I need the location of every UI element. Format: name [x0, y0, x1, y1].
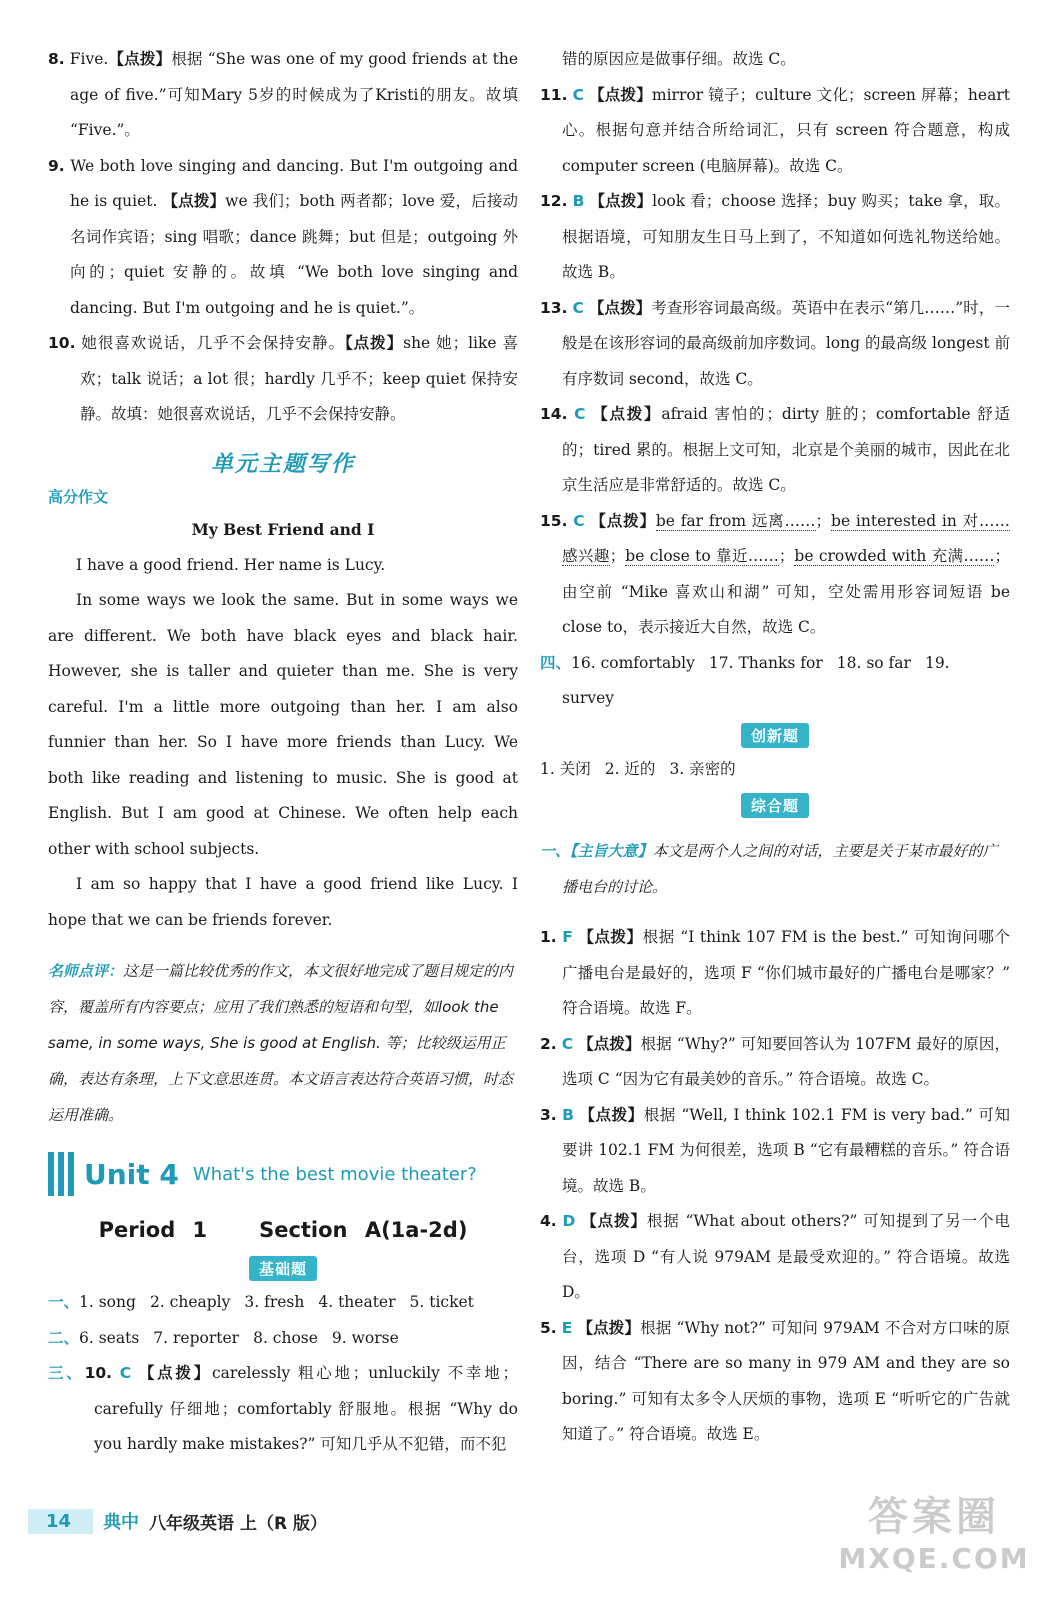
unit-header [48, 1148, 518, 1200]
book-title: 八年级英语 上（R 版） [149, 1513, 327, 1534]
badge-innovation: 创新题 [741, 723, 809, 748]
period-title: Period 1 Section A(1a-2d) [98, 1218, 468, 1242]
comprehensive-q3: 3. B 【点拨】根据 “Well, I think 102.1 FM is very bad.” 可知要讲 102.1 FM 为何很差，选项 B “它有最糟糕的音乐。” 符合语境。故选 B。 [540, 1105, 1010, 1195]
question-12: 12. B 【点拨】look 看；choose 选择；buy 购买；take 拿，取。根据语境，可知朋友生日马上到了，不知道如何选礼物送给她。故选 B。 [540, 192, 1010, 281]
page-footer [28, 1505, 588, 1537]
question-15: 15. C 【点拨】be far from 远离……；be interested in 对……感兴趣；be close to 靠近……；be crowded with 充满……；由空前 “Mike 喜欢山和湖” 可知，空处需用形容词短语 be close to，表示接近大自然，故选 C。 [540, 511, 1010, 636]
question-10-part-3: 三、10. C 【点拨】carelessly 粗心地；unluckily 不幸地；carefully 仔细地；comfortably 舒服地。根据 “Why do you hardly make mistakes?” 可知几乎从不犯错，而不犯 [48, 1364, 518, 1453]
left-column [48, 42, 518, 1463]
unit-label: Unit 4 [84, 1157, 179, 1191]
badge-basic: 基础题 [249, 1256, 317, 1281]
comprehensive-q2: 2. C 【点拨】根据 “Why?” 可知要回答认为 107FM 最好的原因，选项 C “因为它有最美妙的音乐。” 符合语境。故选 C。 [540, 1034, 1010, 1088]
brand-logo: 典中 [103, 1512, 140, 1533]
question-13: 13. C 【点拨】考查形容词最高级。英语中在表示“第几……”时，一般是在该形容词的最高级前加序数词。long 的最高级 longest 前有序数词 second，故选 C。 [540, 298, 1010, 388]
question-8: 8. Five.【点拨】根据 “She was one of my good friends at the age of five.”可知Mary 5岁的时候成为了Kristi的朋友。故填 “Five.”。 [48, 50, 518, 139]
right-column [540, 42, 1010, 1453]
innovation-answers: 1. 关闭 2. 近的 3. 亲密的 [540, 759, 736, 778]
essay-title: My Best Friend and I [191, 519, 375, 539]
unit-subtitle: What's the best movie theater? [192, 1163, 477, 1185]
teacher-comment: 名师点评：这是一篇比较优秀的作文，本文很好地完成了题目规定的内容，覆盖所有内容要点；应用了我们熟悉的短语和句型，如look the same, in some ways, She is good at English. 等；比较级运用正确，表达有条理，上下文意思连贯。本文语言表达符合英语习惯，时态运用准确。 [48, 962, 514, 1124]
question-10: 10. 她很喜欢说话，几乎不会保持安静。【点拨】she 她；like 喜欢；talk 说话；a lot 很；hardly 几乎不；keep quiet 保持安静。故填：她很喜欢说话，几乎不会保持安静。 [48, 334, 518, 423]
unit-bars-icon [48, 1152, 74, 1196]
badge-comprehensive: 综合题 [741, 793, 809, 818]
answers-part-1: 一、1. song 2. cheaply 3. fresh 4. theater 5. ticket [48, 1293, 474, 1311]
question-11: 11. C 【点拨】mirror 镜子；culture 文化；screen 屏幕；heart 心。根据句意并结合所给词汇，只有 screen 符合题意，构成 computer screen (电脑屏幕)。故选 C。 [540, 85, 1010, 175]
essay-paragraph: In some ways we look the same. But in some ways we are different. We both have black eyes and black hair. However, she is taller and quieter than me. She is very careful. I'm a little more outgoing than her. I am also funnier than her. So I have more friends than Lucy. We both like reading and listening to music. She is good at English. But I am good at Chinese. We often help each other with school subjects. [48, 591, 518, 858]
comprehensive-q4: 4. D 【点拨】根据 “What about others?” 可知提到了另一个电台，选项 D “有人说 979AM 是最受欢迎的。” 符合语境。故选 D。 [540, 1212, 1010, 1301]
answers-part-2: 二、6. seats 7. reporter 8. chose 9. worse [48, 1328, 399, 1347]
comprehensive-q1: 1. F 【点拨】根据 “I think 107 FM is the best.” 可知询问哪个广播电台是最好的，选项 F “你们城市最好的广播电台是哪家？” 符合语境。故选 F。 [540, 928, 1010, 1017]
watermark: 答案圈 MXQE.COM [838, 1494, 1030, 1575]
continuation-text: 错的原因应是做事仔细。故选 C。 [562, 50, 796, 68]
writing-subtitle: 高分作文 [48, 487, 109, 506]
essay-paragraph: I am so happy that I have a good friend like Lucy. I hope that we can be friends forever. [48, 875, 518, 929]
answers-part-4: 四、16. comfortably 17. Thanks for 18. so far 19. survey [540, 653, 950, 707]
essay-paragraph: I have a good friend. Her name is Lucy. [76, 555, 386, 574]
main-idea: 一、【主旨大意】本文是两个人之间的对话，主要是关于某市最好的广播电台的讨论。 [540, 842, 998, 896]
question-9: 9. We both love singing and dancing. But I'm outgoing and he is quiet. 【点拨】we 我们；both 两者都；love 爱，后接动名词作宾语；sing 唱歌；dance 跳舞；but 但是；outgoing 外向的；quiet 安静的。故填 “We both love singing and dancing. But I'm outgoing and he is quiet.”。 [48, 156, 518, 317]
page-number: 14 [28, 1509, 93, 1534]
comprehensive-q5: 5. E 【点拨】根据 “Why not?” 可知问 979AM 不合对方口味的原因，结合 “There are so many in 979 AM and they are so boring.” 可知有太多令人厌烦的事物，选项 E “听听它的广告就知道了。” 符合语境。故选 E。 [540, 1318, 1010, 1443]
question-14: 14. C 【点拨】afraid 害怕的；dirty 脏的；comfortable 舒适的；tired 累的。根据上文可知，北京是个美丽的城市，因此在北京生活应是非常舒适的。故选 C。 [540, 405, 1010, 494]
writing-section-title: 单元主题写作 [210, 451, 355, 477]
